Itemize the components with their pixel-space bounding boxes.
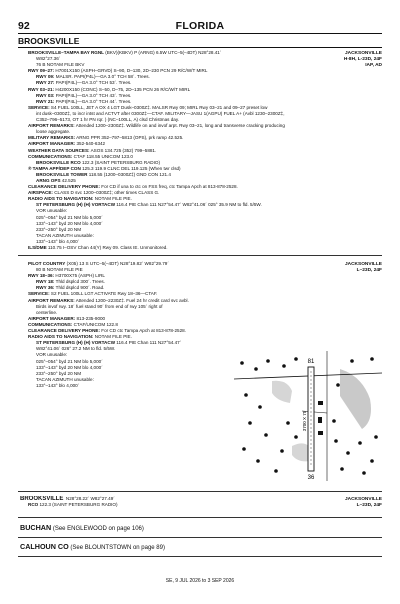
entry-line-text: 76 B NOTAM FILE BKV (36, 62, 85, 68)
state-title: FLORIDA (175, 20, 225, 32)
entry-line-text: TACAN AZIMUTH unusable: (36, 232, 94, 238)
entry-line-text: C352–796–5173, OT 1 hr PN rqr. ) (NC–100LL, A) clsd Christmas day. (36, 117, 180, 123)
entry-line-label: AIRPORT MANAGER: (28, 141, 76, 147)
airport2-chart-refs (345, 262, 382, 274)
city-rule (18, 47, 382, 48)
entry-line-text: int dusk–0300Z‡, to incr intst and ACTVT after 0300Z‡—CTAF. MILITARY—JASU 1(AGPU) FUEL A+ (Avbl 1230–2300Z‡, (36, 110, 285, 116)
entry-line-text: PAPI(P4L)—GA 3.0° TCH 43´. Trees. (54, 92, 132, 98)
entry-line-text: W82°27.36´ (36, 56, 61, 62)
chart-ref-line: H-8H, L-23D, 24F (343, 57, 382, 62)
entry-line-label: SERVICE: (28, 291, 50, 297)
entry-line-text: Attended 1200–2230Z‡. Fuel 24 hr credit card svc avbl. (74, 297, 189, 303)
building (318, 417, 322, 423)
entry-line-label: RWY 18–36: (28, 273, 55, 279)
ref-name: BUCHAN (20, 523, 52, 532)
entry-line-text: 233°–250° byd 20 NM (36, 226, 82, 232)
entry-line-text: NOTAM FILE PIE. (93, 196, 132, 202)
header-rule (18, 33, 382, 34)
entry-line-text: 133°–143° blo 4,000´ (36, 238, 80, 244)
entry-line-text: 233°–250° byd 20 NM (36, 370, 82, 376)
runway-end-label: 36 (307, 475, 315, 481)
entry-line-text: 80 B NOTAM FILE PIE (36, 267, 83, 273)
entry-line-label: ® TAMPA APP/DEP CON (28, 165, 81, 171)
entry-line-label: COMMUNICATIONS: (28, 321, 73, 327)
entry-line-label: RWY 21: (36, 98, 55, 104)
entry-line-text: NOTAM FILE PIE. (93, 334, 132, 340)
entry-line-text: H4200X150 (CONC) S–50, D–75, 2D–135 PCN 26 R/C/W/T MIRL (54, 86, 191, 92)
entry-line-text: For CD ctc Tampa Apch at 813-878-2528. (99, 328, 186, 334)
entry-line-text: 116.4 PIE Chan 111 N27°54.47´ (115, 340, 182, 346)
chart-ref-line: JACKSONVILLE (344, 51, 382, 56)
entry-line-label: WEATHER DATA SOURCES: (28, 147, 90, 153)
entry-line-text: W82°41.06´ 026° 27.2 NM to fld. 5/5W. (36, 346, 116, 352)
entry-line-text: 025°–054° byd 21 NM blo 5,000´ (36, 358, 103, 364)
entry-separator (18, 491, 382, 492)
cross-reference (20, 542, 165, 551)
entry-line-text: CTAF 118.55 UNICOM 123.0 (72, 153, 133, 159)
navaid-chart-refs (345, 497, 382, 509)
entry-line-text: (X05) 13 S UTC–5(–4DT) N28°19.82´ W82°29.79´ (65, 261, 169, 266)
entry-line-text: For CD if una to ctc on FSS freq, ctc Tampa Apch at 813-878-2528. (99, 184, 238, 190)
entry-line (20, 245, 338, 251)
cross-reference (20, 523, 144, 532)
entry-line-text: CLASS D svc 1200–0300Z‡; other times CLASS G. (52, 190, 160, 196)
entry-line-label: AIRPORT MANAGER: (28, 315, 76, 321)
entry-line-label: ILS/DME (28, 245, 47, 250)
runway-dimension-label: 3700 X 75 (302, 410, 307, 432)
entry-line-label: MILITARY REMARKS: (28, 135, 76, 141)
entry-line-text: centerline. (36, 309, 58, 315)
entry-line-label: RADIO AIDS TO NAVIGATION: (28, 196, 94, 202)
entry-line-text: 42.525 (60, 177, 76, 183)
entry-separator (18, 255, 382, 256)
entry-line-label: ST PETERSBURG (H) (H) VORTACW (36, 202, 116, 208)
entry-line-text: 133°–143° blo 4,000´ (36, 382, 80, 388)
entry-line-label: BROOKSVILLE RCO (36, 159, 81, 165)
entry-separator (18, 556, 382, 557)
airport1-chart-refs (344, 51, 382, 69)
entry-line-text: MALSR. PAPI(P4L)—GA 3.0° TCH 58´. Trees. (54, 74, 150, 80)
entry-line-text: 125.3 119.9 CLNC DEL 119.125 (When twr clsd) (80, 165, 181, 171)
chart-ref-line: JACKSONVILLE (344, 262, 382, 267)
airport1-entry (20, 50, 338, 251)
entry-line-label: COMMUNICATIONS: (28, 153, 73, 159)
page-number: 92 (18, 20, 30, 32)
city-heading: BROOKSVILLE (18, 36, 80, 46)
entry-line-label: RWY 18: (36, 279, 55, 285)
entry-line-label: SERVICE: (28, 104, 50, 110)
entry-line-label: AIRSPACE: (28, 190, 53, 196)
entry-line-text: 118.55 (1200–0300Z‡) GND CON 121.4 (87, 171, 171, 177)
entry-line-text: Birds invof rwy. 18´ fuel stand 90´ from end of rwy 105´ right of (36, 303, 163, 309)
entry-line-text: loose aggregate. (36, 129, 71, 135)
entry-line-text: PAPI(P4L)—GA 3.0° TCH 53´. Trees. (54, 80, 132, 86)
rco-label: RCO (28, 502, 39, 508)
entry-line-label: ST PETERSBURG (H) (H) VORTACW (36, 340, 116, 346)
entry-line-label: CLEARANCE DELIVERY PHONE: (28, 184, 100, 190)
entry-line-text: 116.4 PIE Chan 111 N27°54.47´ W82°41.06´ 025° 35.9 NM to fld. 5/5W. (115, 202, 262, 208)
page-header (18, 20, 382, 32)
chart-ref-line: IAP, AD (365, 63, 382, 68)
entry-line-text: S2 FUEL 100LL LGT ACTIVATE Rwy 18–36—CTAF. (49, 291, 158, 297)
entry-line-text: S4 FUEL 100LL, JET A OX 4 LGT Dusk–0300Z‡. MALSR Rwy 09; MIRL Rwy 03–21 and 09–27 preset low (49, 104, 268, 110)
entry-line-label: AIRPORT REMARKS: (28, 297, 75, 303)
entry-line-text: 352-540-6342 (75, 141, 106, 147)
entry-line-text: VOR unusable: (36, 208, 68, 214)
entry-line-text: Thld dsplcd 300´. Trees. (54, 279, 105, 285)
entry-line-label: PILOT COUNTRY (28, 261, 66, 266)
entry-line-label: RWY 09: (36, 74, 55, 80)
entry-line-label: RWY 36: (36, 285, 55, 291)
entry-line-label: ARNG OPS (36, 177, 61, 183)
page-footer: SE, 9 JUL 2026 to 3 SEP 2026 (165, 578, 235, 584)
chart-ref-line: JACKSONVILLE (344, 497, 382, 502)
entry-line-text: 122.3 (SAINT PETERSBURG RADIO) (80, 159, 160, 165)
entry-line-label: RWY 27: (36, 80, 55, 86)
entry-line-label: RADIO AIDS TO NAVIGATION: (28, 334, 94, 340)
entry-line-text: ARNG PPR 352–797–5813 (OPS), prk ramp 42.525. (75, 135, 184, 141)
navaid-entry (20, 496, 385, 508)
airport-diagram (232, 351, 382, 481)
entry-line-label: RWY 09–27: (28, 68, 55, 74)
rco-text: 122.3 (SAINT PETERSBURG RADIO) (38, 502, 118, 508)
building (318, 401, 323, 405)
entry-line-text: H3700X75 (ASPH) LIRL (54, 273, 105, 279)
entry-line-text: 133°–143° byd 20 NM blo 4,000´ (36, 364, 103, 370)
entry-line-text: TACAN AZIMUTH unusable: (36, 376, 94, 382)
entry-separator (18, 537, 382, 538)
entry-line-label: RWY 03–21: (28, 86, 55, 92)
entry-line-text: 110.75 I–OSV Chan 44(Y) Rwy 09. Class IE. Unmonitored. (46, 245, 168, 250)
ref-text: (See BLOUNTSTOWN on page 89) (68, 545, 165, 551)
entry-line-text: (BKV)(KBKV) P (ARNG) 6.5W UTC–5(–4DT) N28°28.41´ (103, 50, 222, 55)
entry-line-label: RWY 03: (36, 92, 55, 98)
entry-separator (18, 517, 382, 518)
chart-ref-line: L–23D, 24F (356, 268, 382, 273)
chart-ref-line: L–23D, 24F (356, 503, 382, 508)
entry-line-label: AIRPORT REMARKS: (28, 123, 75, 129)
entry-line-text: CTAF/UNICOM 122.8 (72, 321, 118, 327)
entry-line-text: H7001X150 (ASPH–GRVD) S–90, D–130, 2D–230 PCN 29 R/C/W/T MIRL (54, 68, 208, 74)
ref-text: (See ENGLEWOOD on page 106) (51, 526, 144, 532)
entry-line-text: 133°–143° byd 20 NM blo 4,000´ (36, 220, 103, 226)
entry-line-label: CLEARANCE DELIVERY PHONE: (28, 328, 100, 334)
entry-line-label: BROOKSVILLE TOWER (36, 171, 88, 177)
entry-line-text: ASOS 134.725 (352) 799–5881. (89, 147, 157, 153)
ref-name: CALHOUN CO (20, 542, 69, 551)
entry-line-text: 813-235-9000 (75, 315, 106, 321)
entry-line-text: Thld dsplcd 900´. Road. (54, 285, 105, 291)
navaid-name: BROOKSVILLE (20, 496, 64, 502)
runway-end-label: 81 (307, 359, 315, 365)
entry-line-text: 025°–054° byd 21 NM blo 5,000´ (36, 214, 103, 220)
entry-line-text: PAPI(P4L)—GA 3.0° TCH 44´. Trees. (54, 98, 132, 104)
building (318, 431, 323, 435)
entry-line-label: BROOKSVILLE–TAMPA BAY RGNL (28, 50, 104, 55)
entry-line-text: Attended 1200–2300Z‡. Wildlife on and invof arpt. Rwy 03–21, long and transverse cracking producing (74, 123, 285, 129)
entry-line-text: VOR unusable: (36, 352, 68, 358)
navaid-coords: N28°28.22´ W82°27.49´ (65, 496, 115, 501)
